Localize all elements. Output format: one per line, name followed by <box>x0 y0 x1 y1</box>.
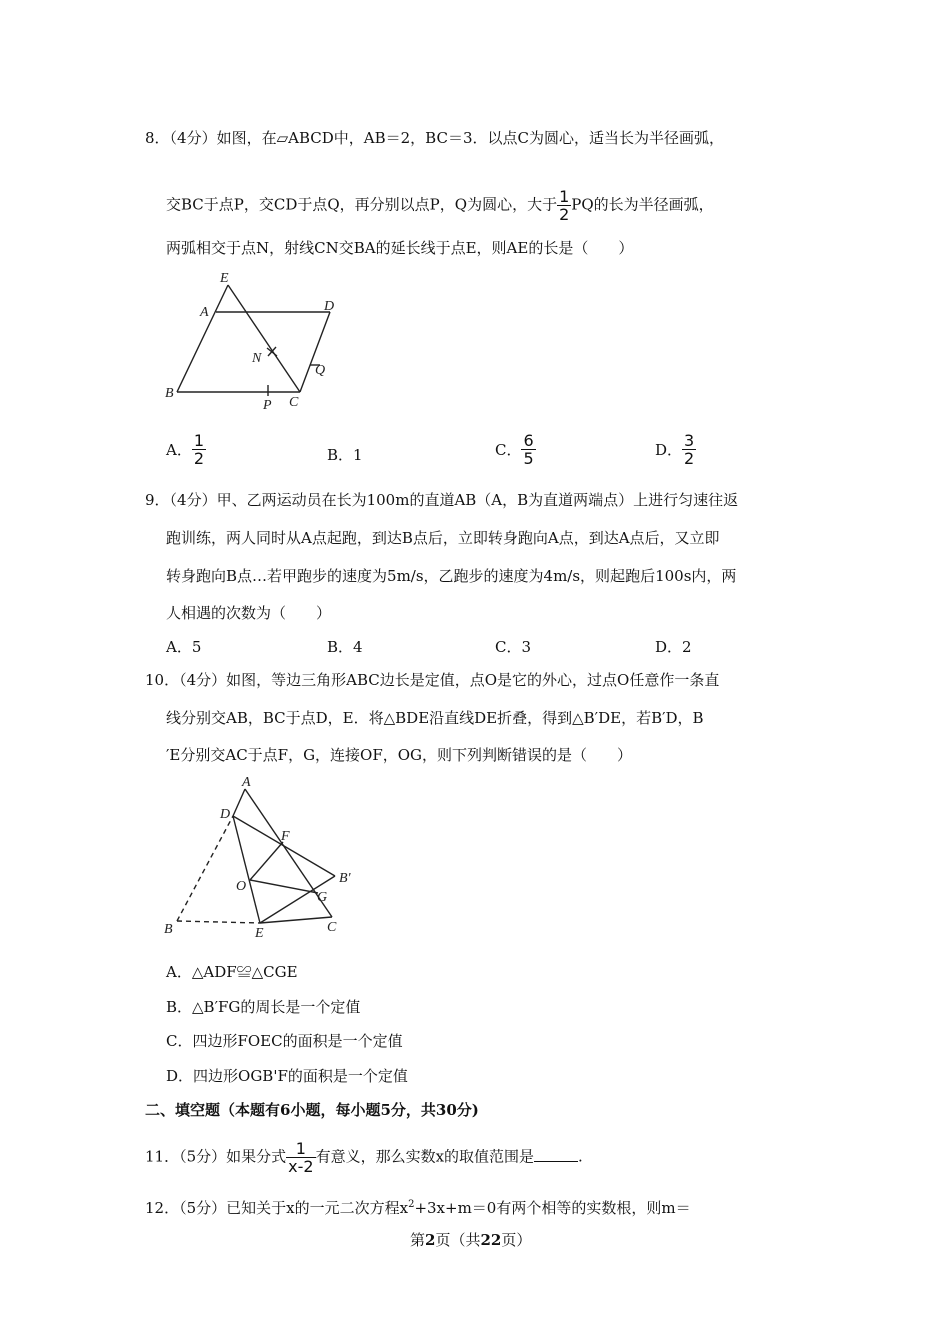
q11-fraction: $\frac{1}{x-2}$ <box>288 1139 314 1176</box>
q8-option-d: D． $\frac{3}{2}$ <box>655 431 695 468</box>
q10-line1: 10．（4分）如图，等边三角形ABC边长是定值，点O是它的外心，过点O任意作一条直 <box>145 671 720 689</box>
q10-figure <box>160 772 370 944</box>
q10-option-b: B．△B′FG的周长是一个定值 <box>166 998 361 1016</box>
fig10-label-a: A <box>242 775 251 790</box>
q9-line4: 人相遇的次数为（ ） <box>166 604 332 622</box>
fig10-label-d: D <box>220 807 231 822</box>
q9-line1: 9．（4分）甲、乙两运动员在长为100m的直道AB（A，B为直道两端点）上进行匀速往返 <box>145 491 739 509</box>
fig8-label-b: B <box>165 386 174 401</box>
q9-option-c: C．3 <box>495 638 532 656</box>
q8-figure <box>160 264 350 414</box>
section-title: 二、填空题（本题有6小题，每小题5分，共30分) <box>145 1101 479 1119</box>
q10-line2: 线分别交AB，BC于点D，E．将△BDE沿直线DE折叠，得到△B′DE，若B′D，B <box>166 709 704 727</box>
q8-option-a: A． $\frac{1}{2}$ <box>166 431 205 468</box>
fig8-label-a: A <box>200 305 209 320</box>
q8-line3: 两弧相交于点N，射线CN交BA的延长线于点E，则AE的长是（ ） <box>166 239 634 257</box>
fig8-label-q: Q <box>315 363 326 378</box>
page-footer: 第2页（共22页） <box>410 1231 532 1249</box>
q11-answer-blank <box>534 1147 578 1162</box>
fig8-label-e: E <box>220 271 229 286</box>
q9-option-d: D．2 <box>655 638 692 656</box>
q9-line2: 跑训练，两人同时从A点起跑，到达B点后，立即转身跑向A点，到达A点后，又立即 <box>166 529 720 547</box>
fig8-label-n: N <box>252 351 262 366</box>
fig10-label-g: G <box>317 890 328 905</box>
q10-option-c: C．四边形FOEC的面积是一个定值 <box>166 1032 403 1050</box>
q10-option-d: D．四边形OGB'F的面积是一个定值 <box>166 1067 408 1085</box>
q8-line2 <box>166 188 714 223</box>
q11-line: 11．（5分）如果分式 $\frac{1}{x-2}$ 有意义，那么实数x的取值范围是 . <box>145 1139 583 1176</box>
q10-line3: ′E分别交AC于点F，G，连接OF，OG，则下列判断错误的是（ ） <box>166 746 633 764</box>
q8-fraction: $\frac{1}{2}$ <box>559 187 570 224</box>
q10-option-a: A．△ADF≌△CGE <box>166 963 298 981</box>
q8-option-c: C． $\frac{6}{5}$ <box>495 431 534 468</box>
fig10-label-c: C <box>327 920 337 935</box>
q8-line2-a: 交BC于点P，交CD于点Q，再分别以点P，Q为圆心，大于 <box>166 195 558 214</box>
fig10-label-o: O <box>236 879 247 894</box>
q8-option-b: B．1 <box>327 446 363 464</box>
fig8-label-p: P <box>263 398 272 413</box>
fig8-label-c: C <box>289 395 299 410</box>
fig10-label-f: F <box>281 829 290 844</box>
fig10-label-b-prime: B' <box>339 871 351 886</box>
fig10-label-b: B <box>164 922 173 937</box>
fig8-label-d: D <box>324 299 335 314</box>
q8-line2-b: PQ的长为半径画弧， <box>571 195 714 214</box>
q9-line3: 转身跑向B点…若甲跑步的速度为5m/s，乙跑步的速度为4m/s，则起跑后100s内，两 <box>166 567 737 585</box>
q9-option-a: A．5 <box>166 638 202 656</box>
q8-line1: 8．（4分）如图，在▱ABCD中，AB＝2，BC＝3．以点C为圆心，适当长为半径画弧， <box>145 129 724 147</box>
q9-option-b: B．4 <box>327 638 363 656</box>
q12-line: 12．（5分）已知关于x的一元二次方程$x^2+3x+m=0$有两个相等的实数根，则m＝ <box>145 1199 691 1217</box>
fig10-label-e: E <box>255 926 264 941</box>
